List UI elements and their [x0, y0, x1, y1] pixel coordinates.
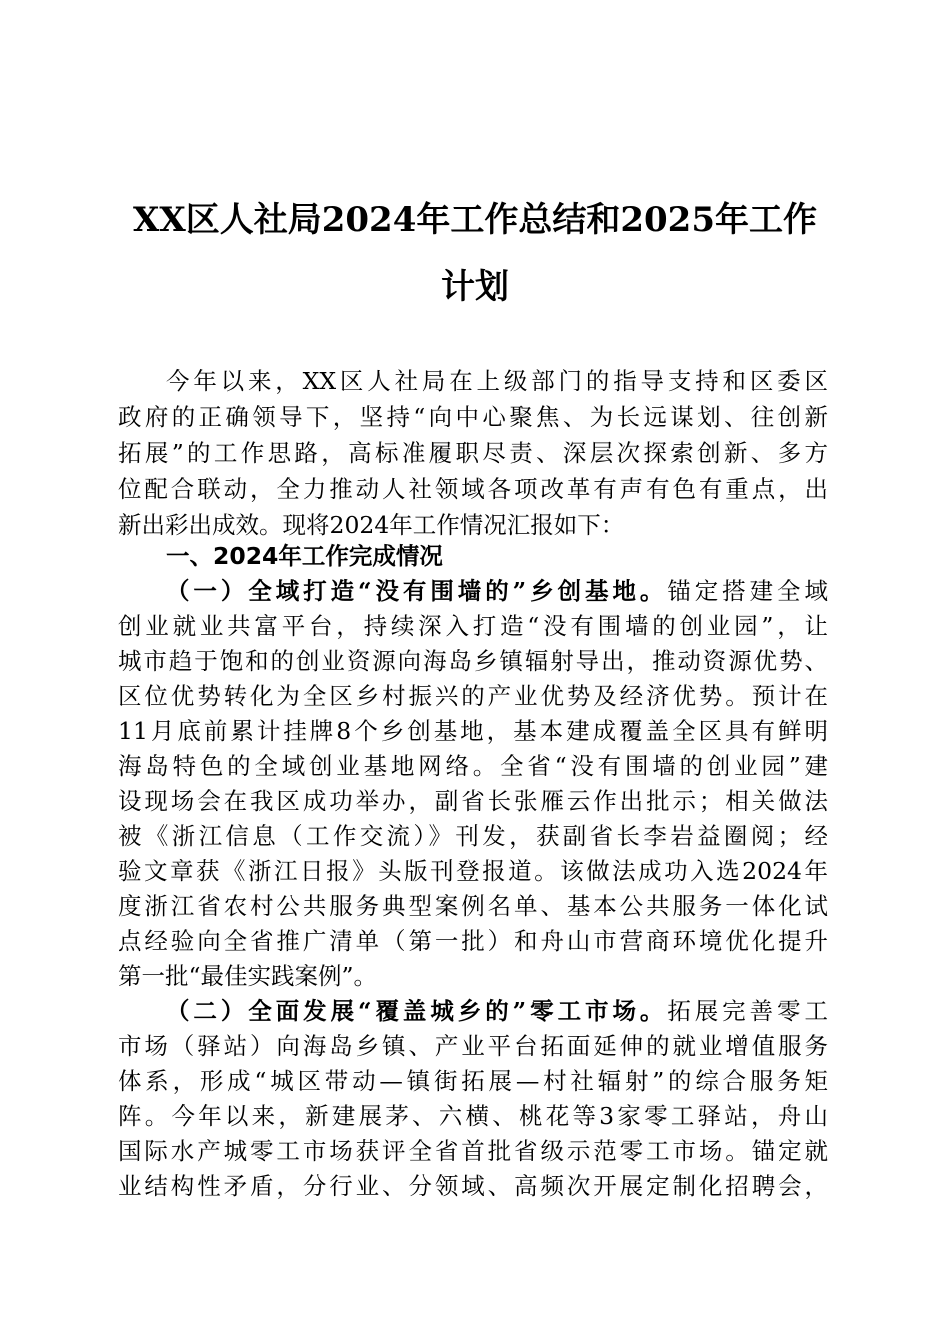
item2-first-line — [166, 993, 828, 1029]
intro-line: 新出彩出成效。现将2024年工作情况汇报如下： — [118, 511, 625, 539]
item1-line: 城市趋于饱和的创业资源向海岛乡镇辐射导出，推动资源优势、 — [118, 647, 828, 675]
item1-line: 创业就业共富平台，持续深入打造“没有围墙的创业园”，让 — [118, 612, 828, 640]
document-title-line-1: XX区人社局2024年工作总结和2025年工作 — [132, 200, 818, 240]
item1-first-rest: 锚定搭建全域 — [667, 577, 828, 605]
item1-first-line — [166, 573, 828, 609]
item1-line: 11月底前累计挂牌8个乡创基地，基本建成覆盖全区具有鲜明 — [118, 717, 828, 745]
intro-line: 政府的正确领导下，坚持“向中心聚焦、为长远谋划、往创新 — [118, 403, 828, 431]
item1-line: 被《浙江信息（工作交流）》刊发，获副省长李岩益圈阅；经 — [118, 822, 828, 850]
item1-line: 区位优势转化为全区乡村振兴的产业优势及经济优势。预计在 — [118, 682, 828, 710]
item2-line: 市场（驿站）向海岛乡镇、产业平台拓面延伸的就业增值服务 — [118, 1032, 828, 1060]
item2-line: 国际水产城零工市场获评全省首批省级示范零工市场。锚定就 — [118, 1137, 828, 1165]
document-title-line-2: 计划 — [441, 267, 509, 307]
section-heading: 一、2024年工作完成情况 — [166, 542, 443, 570]
intro-line: 今年以来，XX区人社局在上级部门的指导支持和区委区 — [166, 367, 828, 395]
intro-line: 拓展”的工作思路，高标准履职尽责、深层次探索创新、多方 — [118, 439, 828, 467]
item1-line: 验文章获《浙江日报》头版刊登报道。该做法成功入选2024年 — [118, 857, 828, 885]
item1-lead: （一）全域打造“没有围墙的”乡创基地。 — [166, 577, 668, 605]
intro-line: 位配合联动，全力推动人社领域各项改革有声有色有重点，出 — [118, 475, 828, 503]
item2-lead: （二）全面发展“覆盖城乡的”零工市场。 — [166, 997, 668, 1025]
item2-line: 阵。今年以来，新建展茅、六横、桃花等3家零工驿站，舟山 — [118, 1102, 828, 1130]
item1-line: 点经验向全省推广清单（第一批）和舟山市营商环境优化提升 — [118, 927, 828, 955]
item1-line: 海岛特色的全域创业基地网络。全省“没有围墙的创业园”建 — [118, 752, 828, 780]
item2-line: 体系，形成“城区带动—镇街拓展—村社辐射”的综合服务矩 — [118, 1067, 828, 1095]
item1-line: 度浙江省农村公共服务典型案例名单、基本公共服务一体化试 — [118, 892, 828, 920]
item2-line: 业结构性矛盾，分行业、分领域、高频次开展定制化招聘会， — [118, 1172, 828, 1200]
item1-line: 设现场会在我区成功举办，副省长张雁云作出批示；相关做法 — [118, 787, 828, 815]
item1-line: 第一批“最佳实践案例”。 — [118, 962, 378, 990]
item2-first-rest: 拓展完善零工 — [667, 997, 828, 1025]
